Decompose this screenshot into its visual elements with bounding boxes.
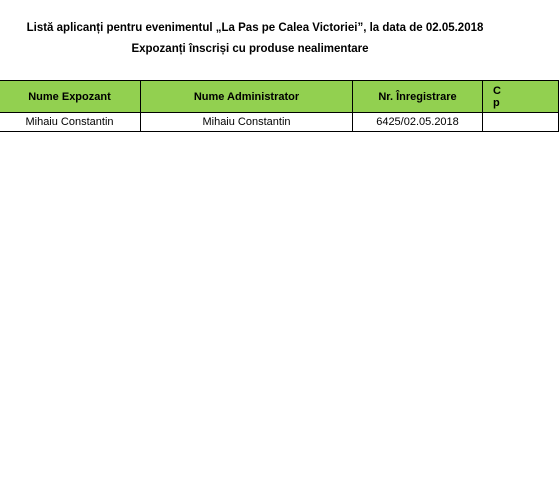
table-header-row	[0, 81, 559, 113]
header-registration-number: Nr. Înregistrare	[353, 81, 483, 113]
document-subtitle: Expozanți înscriși cu produse nealimentare	[131, 43, 369, 55]
header-administrator-name: Nume Administrator	[141, 81, 353, 113]
document-title: Listă aplicanți pentru evenimentul „La Pas pe Calea Victoriei”, la data de 02.05.2018	[26, 22, 484, 34]
applicants-table	[0, 80, 559, 132]
cell-registration-number: 6425/02.05.2018	[353, 113, 483, 132]
cell-exhibitor-name: Mihaiu Constantin	[0, 113, 141, 132]
cell-administrator-name: Mihaiu Constantin	[141, 113, 353, 132]
header-cut-off-column	[483, 81, 559, 113]
table-row	[0, 113, 559, 132]
header-cut-off-line-2: p	[493, 96, 500, 109]
header-exhibitor-name: Nume Expozant	[0, 81, 141, 113]
cell-cut-off	[483, 113, 559, 132]
header-cut-off-line-1: C	[493, 84, 501, 97]
applicants-table-viewport	[0, 80, 500, 140]
